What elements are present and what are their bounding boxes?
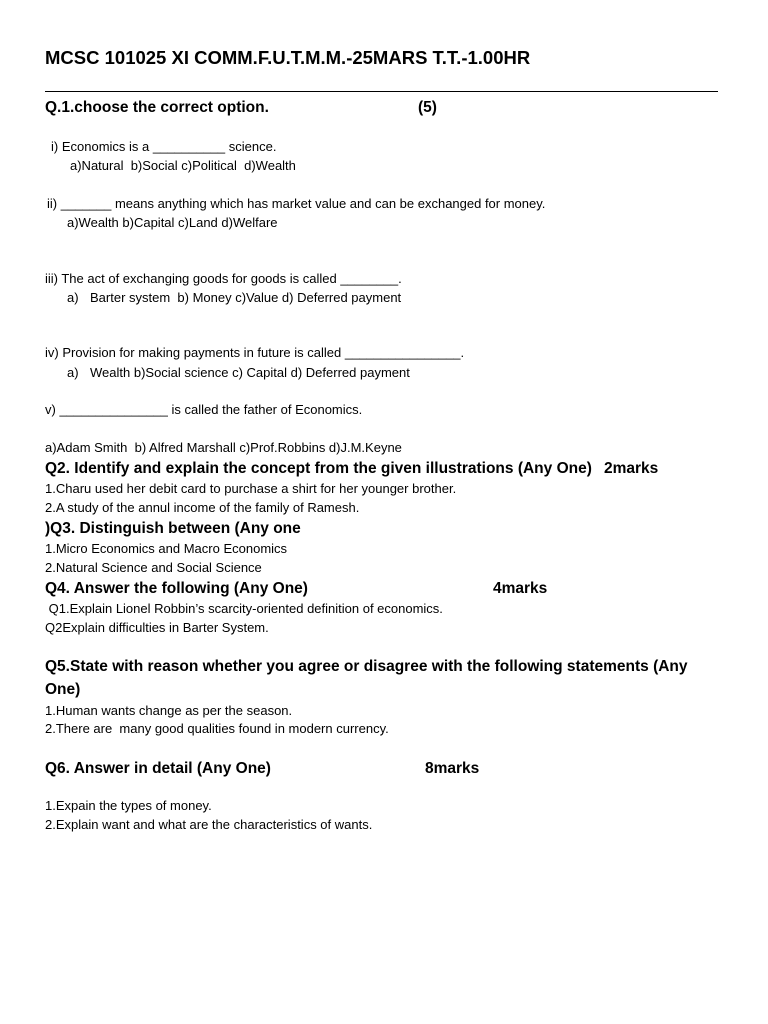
q1-item-5-question: v) _______________ is called the father of Economics. bbox=[45, 402, 363, 417]
q5-line-2: 2.There are many good qualities found in modern currency. bbox=[45, 721, 389, 736]
q1-item-1-question: i) Economics is a __________ science. bbox=[51, 139, 277, 154]
q1-item-2-options: a)Wealth b)Capital c)Land d)Welfare bbox=[67, 215, 278, 230]
q3-line-1: 1.Micro Economics and Macro Economics bbox=[45, 541, 288, 556]
q3-line-2: 2.Natural Science and Social Science bbox=[45, 560, 262, 575]
q4-line-2: Q2Explain difficulties in Barter System. bbox=[45, 620, 269, 635]
q1-item-3-options-prefix: a) bbox=[67, 290, 79, 305]
q2-line-1: 1.Charu used her debit card to purchase a shirt for her younger brother. bbox=[45, 481, 457, 496]
q6-heading: Q6. Answer in detail (Any One) bbox=[45, 760, 271, 777]
q5-line-1: 1.Human wants change as per the season. bbox=[45, 703, 293, 718]
q6-line-2: 2.Explain want and what are the characteristics of wants. bbox=[45, 817, 373, 832]
q4-heading: Q4. Answer the following (Any One) bbox=[45, 580, 308, 597]
q2-line-2: 2.A study of the annul income of the family of Ramesh. bbox=[45, 500, 360, 515]
q3-heading: )Q3. Distinguish between (Any one bbox=[45, 520, 301, 537]
q2-heading: Q2. Identify and explain the concept from the given illustrations (Any One) bbox=[45, 460, 592, 477]
q4-line-1: Q1.Explain Lionel Robbin’s scarcity-oriented definition of economics. bbox=[45, 601, 443, 616]
q6-marks: 8marks bbox=[425, 760, 480, 777]
q4-marks: 4marks bbox=[493, 580, 548, 597]
q2-marks: 2marks bbox=[604, 460, 659, 477]
q1-item-3-options: Barter system b) Money c)Value d) Deferred payment bbox=[90, 290, 402, 305]
q1-item-1-options: a)Natural b)Social c)Political d)Wealth bbox=[70, 158, 296, 173]
header-underline bbox=[45, 91, 718, 92]
q1-item-4-options: Wealth b)Social science c) Capital d) Deferred payment bbox=[90, 365, 410, 380]
q6-line-1: 1.Expain the types of money. bbox=[45, 798, 212, 813]
q1-item-4-options-prefix: a) bbox=[67, 365, 79, 380]
q5-heading-line-2: One) bbox=[45, 681, 81, 698]
q1-item-4-question: iv) Provision for making payments in future is called ________________. bbox=[45, 345, 465, 360]
q1-marks: (5) bbox=[418, 99, 437, 116]
exam-header-title: MCSC 101025 XI COMM.F.U.T.M.M.-25MARS T.T.-1.00HR bbox=[45, 47, 531, 68]
q5-heading-line-1: Q5.State with reason whether you agree or disagree with the following statements (Any bbox=[45, 658, 688, 675]
q1-item-2-question: ii) _______ means anything which has market value and can be exchanged for money. bbox=[47, 196, 546, 211]
q1-item-5-options: a)Adam Smith b) Alfred Marshall c)Prof.Robbins d)J.M.Keyne bbox=[45, 440, 402, 455]
q1-item-3-question: iii) The act of exchanging goods for goods is called ________. bbox=[45, 271, 402, 286]
q1-heading: Q.1.choose the correct option. bbox=[45, 99, 269, 116]
